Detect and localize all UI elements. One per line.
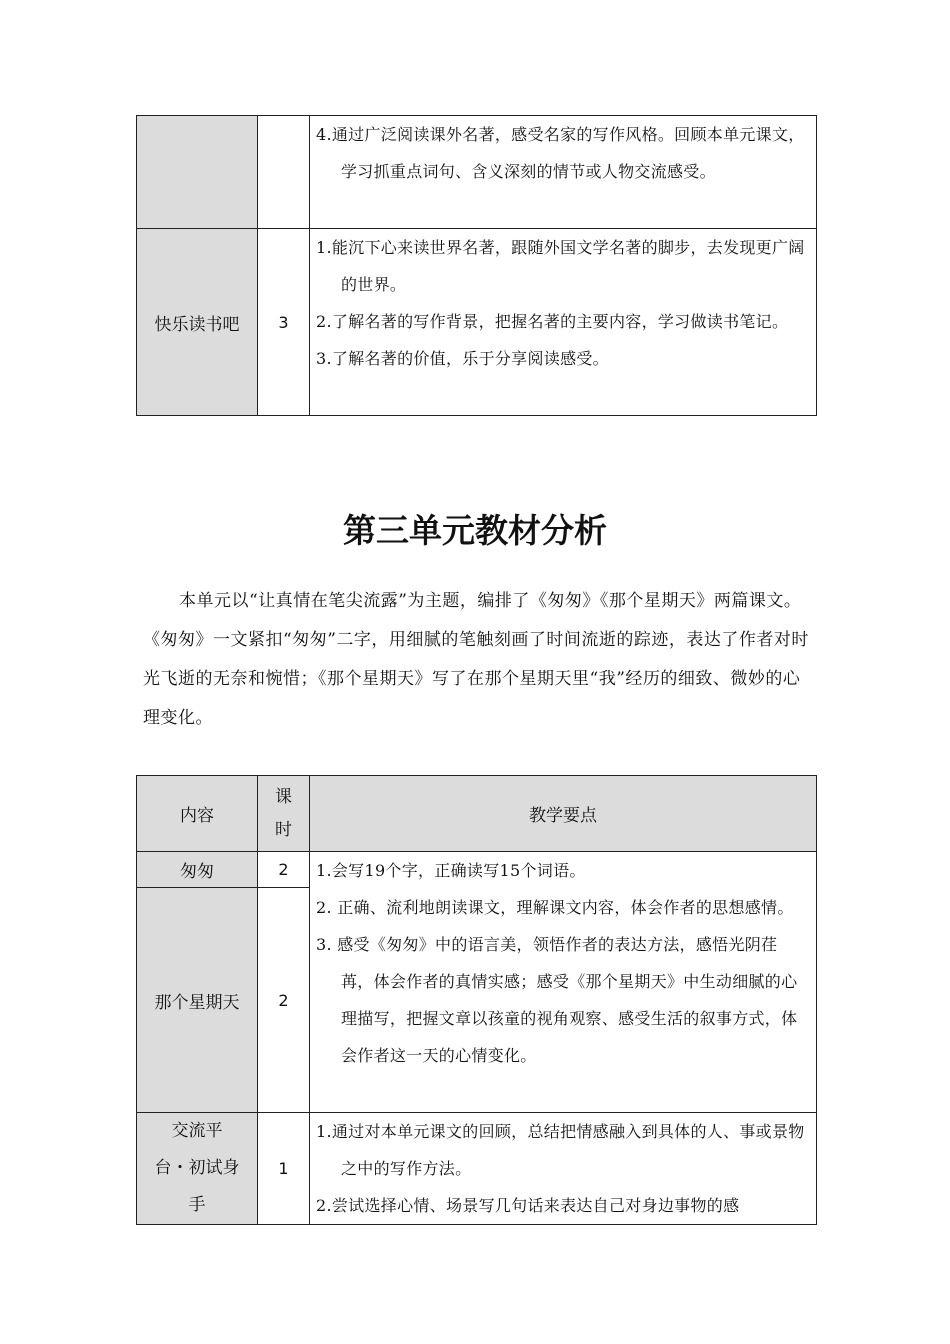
teaching-point: 1.通过对本单元课文的回顾，总结把情感融入到具体的人、事或景物之中的写作方法。 [316,1122,805,1178]
row-hours [258,116,310,229]
teaching-point: 3.了解名著的价值，乐于分享阅读感受。 [316,349,609,368]
teaching-point: 2.尝试选择心情、场景写几句话来表达自己对身边事物的感 [316,1196,740,1215]
table-row [137,852,817,888]
header-content: 内容 [137,776,258,852]
row-title: 快乐读书吧 [137,229,258,416]
table-row [137,1113,817,1225]
teaching-point: 3. 感受《匆匆》中的语言美，领悟作者的表达方法，感悟光阴荏苒，体会作者的真情实感；感受《那个星期天》中生动细腻的心理描写，把握文章以孩童的视角观察、感受生活的叙事方式，体会作者这一天的心情变化。 [316,935,798,1065]
header-points: 教学要点 [310,776,817,852]
exchange-title [137,1113,258,1225]
teaching-point: 1.会写19个字，正确读写15个词语。 [316,861,586,880]
table-header-row [137,776,817,852]
lesson-title: 匆匆 [137,852,258,888]
row-title [137,116,258,229]
exchange-title-line: 交流平 [171,1121,223,1141]
section-title: 第三单元教材分析 [343,511,607,550]
teaching-point: 4.通过广泛阅读课外名著，感受名家的写作风格。回顾本单元课文，学习抓重点词句、含义深刻的情节或人物交流感受。 [316,125,805,181]
unit-two-table-continued [136,115,817,416]
exchange-title-line: 手 [188,1195,206,1215]
teaching-point: 1.能沉下心来读世界名著，跟随外国文学名著的脚步，去发现更广阔的世界。 [316,238,805,294]
unit-three-table [136,775,817,1225]
table-row [137,229,817,416]
teaching-point: 2. 正确、流利地朗读课文，理解课文内容，体会作者的思想感情。 [316,898,794,917]
teaching-point: 2.了解名著的写作背景，把握名著的主要内容，学习做读书笔记。 [316,312,789,331]
exchange-title-line: 台・初试身 [154,1158,240,1178]
row-hours: 3 [258,229,310,416]
header-hours-line: 时 [275,819,292,840]
lesson-points-cell [310,852,817,1113]
lesson-hours: 2 [258,852,310,888]
header-hours-line: 课 [275,786,292,807]
lesson-title: 那个星期天 [137,888,258,1113]
lesson-hours: 2 [258,888,310,1113]
exchange-hours: 1 [258,1113,310,1225]
intro-paragraph: 本单元以“让真情在笔尖流露”为主题，编排了《匆匆》《那个星期天》两篇课文。《匆匆》一文紧扣“匆匆”二字，用细腻的笔触刻画了时间流逝的踪迹，表达了作者对时光飞逝的无奈和惋惜；《那个星期天》写了在那个星期天里“我”经历的细致、微妙的心理变化。 [143,591,809,728]
header-hours [258,776,310,852]
table-row [137,116,817,229]
